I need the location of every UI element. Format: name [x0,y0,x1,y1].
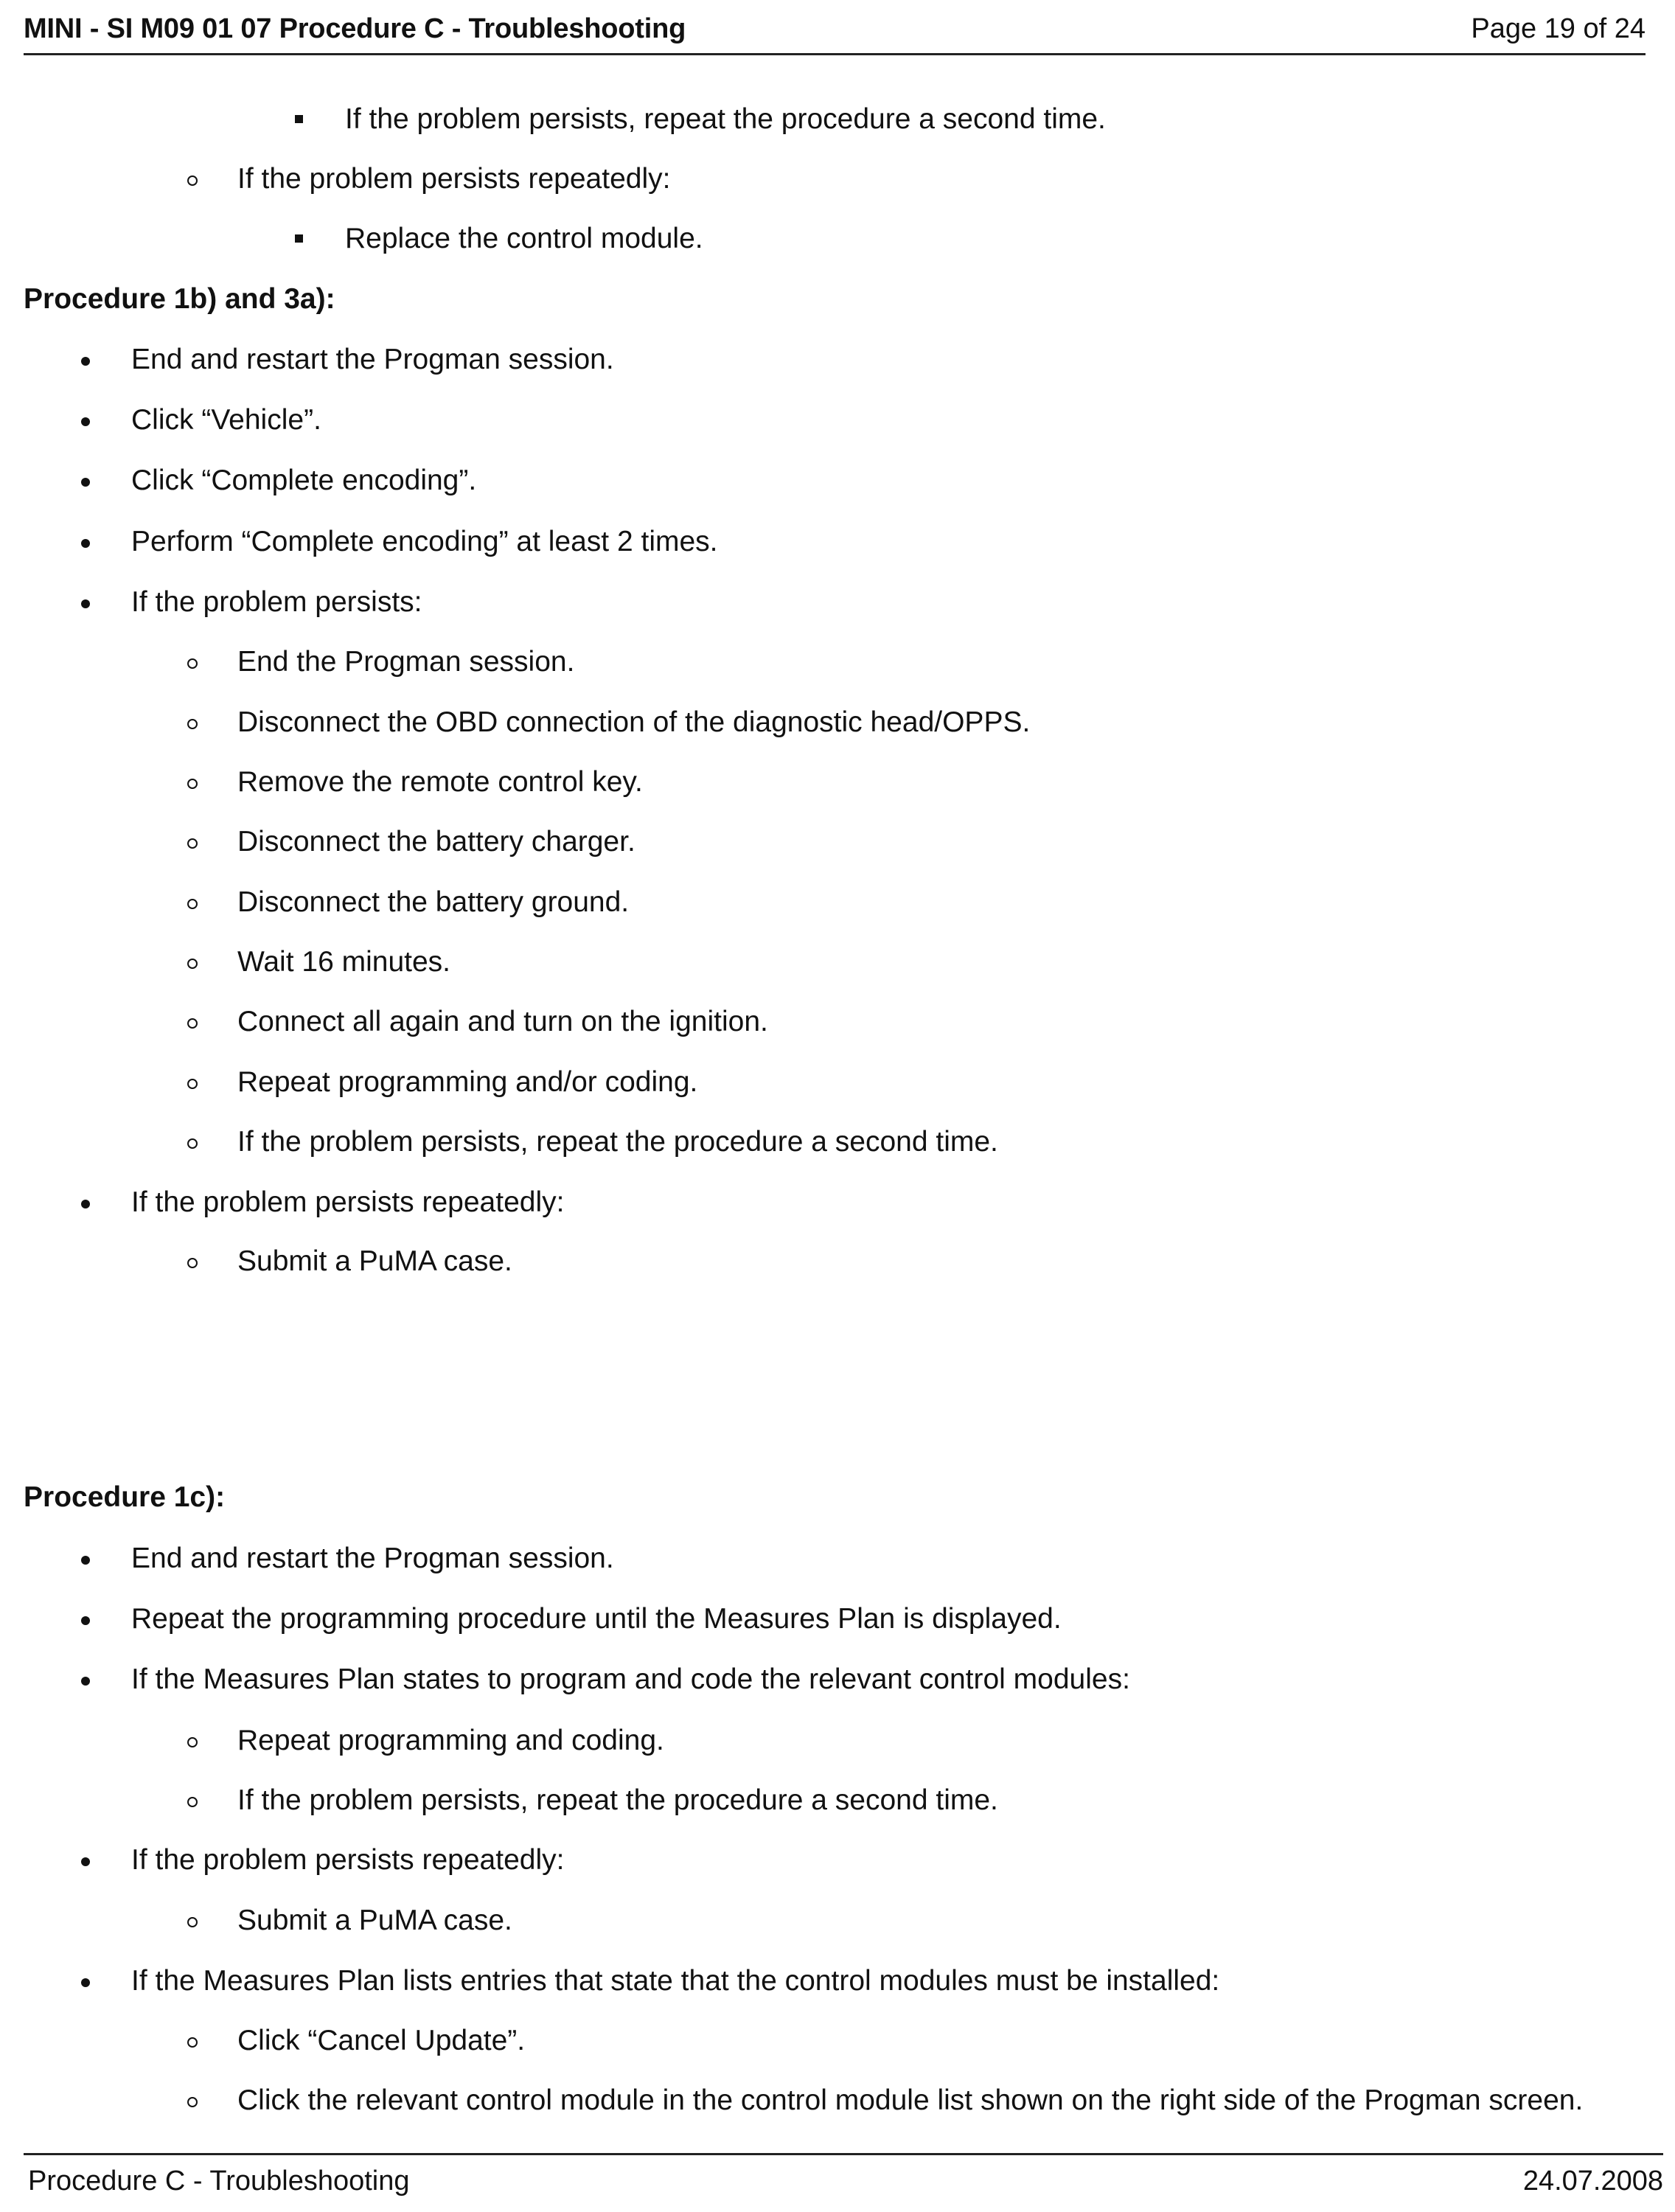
list-item: Submit a PuMA case. [237,1905,512,1936]
list-item: If the problem persists, repeat the procedure a second time. [345,103,1106,135]
disc-bullet [81,1200,90,1208]
list-item: End the Progman session. [237,646,575,678]
circle-bullet [187,175,198,186]
page-footer [24,2153,1663,2199]
circle-bullet [187,838,198,849]
disc-bullet [81,1857,90,1866]
list-item: Repeat programming and coding. [237,1725,664,1756]
circle-bullet [187,1018,198,1029]
circle-bullet [187,1737,198,1747]
disc-bullet [81,357,90,366]
list-item: Disconnect the battery ground. [237,886,630,918]
circle-bullet [187,2037,198,2048]
list-item: If the problem persists repeatedly: [237,163,671,195]
list-item: If the Measures Plan lists entries that state that the control modules must be installed: [131,1965,1220,1997]
list-item: If the problem persists repeatedly: [131,1844,565,1876]
circle-bullet [187,899,198,909]
list-item: Disconnect the battery charger. [237,826,635,858]
list-item: Repeat programming and/or coding. [237,1066,698,1098]
disc-bullet [81,599,90,608]
list-item: If the problem persists repeatedly: [131,1186,565,1218]
list-item: Disconnect the OBD connection of the diagnostic head/OPPS. [237,706,1031,738]
disc-bullet [81,1616,90,1625]
list-item: Wait 16 minutes. [237,946,450,978]
circle-bullet [187,1797,198,1807]
page-header [24,10,1646,55]
list-item: If the problem persists, repeat the procedure a second time. [237,1126,998,1158]
circle-bullet [187,1917,198,1927]
list-item: End and restart the Progman session. [131,344,614,375]
list-item: Click “Vehicle”. [131,404,321,436]
list-item: If the problem persists: [131,586,422,618]
list-item: Click “Cancel Update”. [237,2025,526,2056]
footer-title: Procedure C - Troubleshooting [28,2166,410,2197]
circle-bullet [187,959,198,969]
document-title: MINI - SI M09 01 07 Procedure C - Troubleshooting [24,13,686,44]
square-bullet [295,234,303,243]
list-item: Click “Complete encoding”. [131,465,477,496]
square-bullet [295,115,303,123]
circle-bullet [187,1138,198,1149]
circle-bullet [187,1258,198,1268]
disc-bullet [81,539,90,548]
disc-bullet [81,1677,90,1686]
list-item: Replace the control module. [345,223,703,254]
circle-bullet [187,658,198,669]
disc-bullet [81,1556,90,1565]
circle-bullet [187,2097,198,2107]
list-item: Repeat the programming procedure until the Measures Plan is displayed. [131,1603,1062,1635]
list-item: Connect all again and turn on the ignition. [237,1006,768,1037]
list-item: Perform “Complete encoding” at least 2 times. [131,526,718,557]
page-number: Page 19 of 24 [1471,13,1646,44]
list-item: If the Measures Plan states to program and code the relevant control modules: [131,1663,1130,1695]
list-item: Remove the remote control key. [237,766,643,798]
list-item: End and restart the Progman session. [131,1543,614,1574]
disc-bullet [81,1978,90,1987]
list-item: Submit a PuMA case. [237,1245,512,1277]
footer-date: 24.07.2008 [1522,2166,1663,2197]
circle-bullet [187,719,198,729]
section-heading-1c: Procedure 1c): [24,1481,226,1513]
circle-bullet [187,779,198,789]
list-item: Click the relevant control module in the control module list shown on the right side of the Progman screen. [237,2084,1584,2116]
disc-bullet [81,417,90,426]
list-item: If the problem persists, repeat the procedure a second time. [237,1784,998,1816]
disc-bullet [81,478,90,487]
section-heading-1b: Procedure 1b) and 3a): [24,283,335,315]
circle-bullet [187,1079,198,1089]
